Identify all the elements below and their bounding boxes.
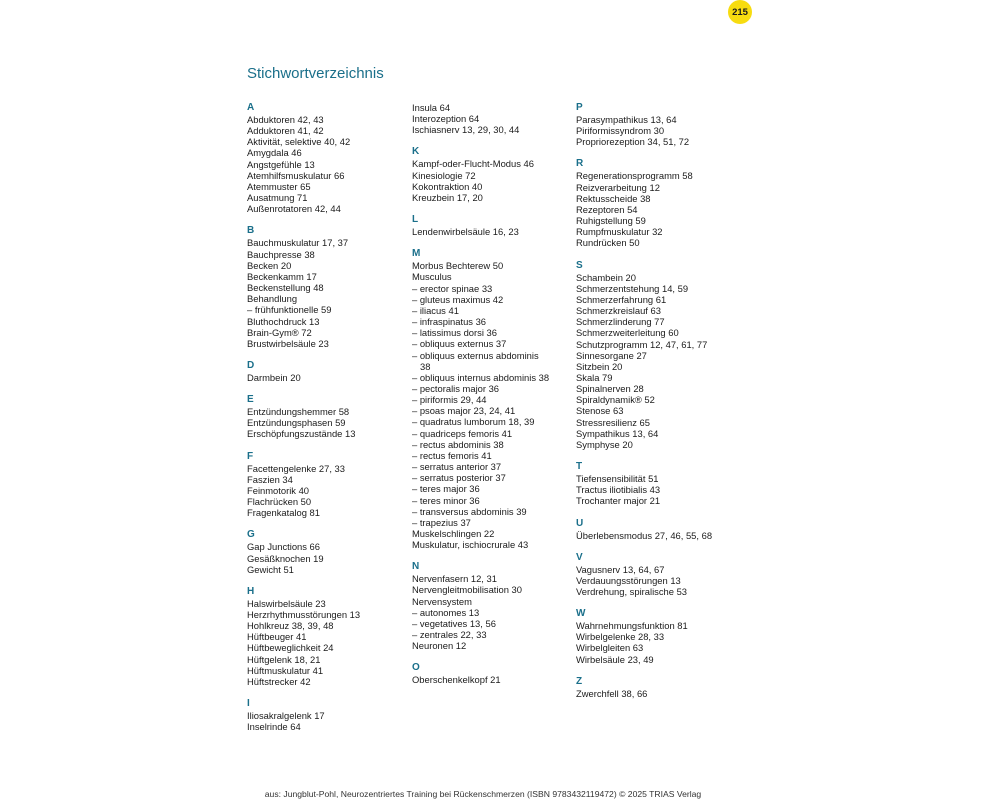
index-entry: Brustwirbelsäule 23 [247, 337, 329, 349]
index-entry: Gesäßknochen 19 [247, 552, 324, 564]
index-entry: 38 [420, 360, 431, 372]
section-letter: I [247, 698, 250, 710]
index-entry: Verdrehung, spiralische 53 [576, 586, 688, 597]
section-letter: E [247, 394, 254, 406]
index-entry: Hüftbeweglichkeit 24 [247, 642, 334, 654]
index-entry: Reizverarbeitung 12 [576, 181, 660, 193]
index-entry: Schmerzerfahrung 61 [576, 293, 667, 305]
index-entry: Insula 64 [412, 102, 451, 113]
index-entry: – teres major 36 [412, 483, 480, 495]
index-entry: Wirbelsäule 23, 49 [576, 653, 654, 665]
index-entry: Flachrücken 50 [247, 496, 312, 508]
index-entry: Wirbelgleiten 63 [576, 642, 644, 654]
index-entry: Ischiasnerv 13, 29, 30, 44 [412, 124, 520, 136]
index-entry: Muskulatur, ischiocrurale 43 [412, 539, 529, 551]
index-entry: Schutzprogramm 12, 47, 61, 77 [576, 338, 708, 350]
index-entry: Parasympathikus 13, 64 [576, 114, 677, 125]
index-entry: – piriformis 29, 44 [412, 394, 487, 406]
index-entry: Außenrotatoren 42, 44 [247, 203, 341, 215]
section-letter: N [412, 561, 420, 573]
index-entry: Adduktoren 41, 42 [247, 125, 324, 137]
index-entry: Kreuzbein 17, 20 [412, 191, 483, 203]
index-section [576, 102, 741, 147]
section-letter: U [576, 517, 584, 529]
index-entry: Überlebensmodus 27, 46, 55, 68 [576, 529, 713, 541]
index-entry: – transversus abdominis 39 [412, 505, 527, 517]
index-entry: – vegetatives 13, 56 [412, 617, 496, 629]
section-letter: Z [576, 675, 583, 687]
index-column-3 [576, 102, 741, 710]
index-entry: Stenose 63 [576, 405, 624, 417]
index-entry: Entzündungsphasen 59 [247, 417, 346, 429]
section-letter: G [247, 529, 255, 541]
index-entry: – quadratus lumborum 18, 39 [412, 416, 535, 428]
index-entry: Schmerzkreislauf 63 [576, 305, 661, 317]
index-entry: Atemhilfsmuskulatur 66 [247, 169, 345, 181]
index-entry: Symphyse 20 [576, 438, 633, 450]
index-entry: Ausatmung 71 [247, 192, 308, 204]
index-entry: – erector spinae 33 [412, 282, 493, 294]
index-entry: Propriorezeption 34, 51, 72 [576, 136, 690, 148]
index-entry: Vagusnerv 13, 64, 67 [576, 563, 665, 575]
section-letter: B [247, 225, 255, 237]
index-section [412, 214, 577, 237]
section-letter: R [576, 158, 584, 170]
index-entry: Atemmuster 65 [247, 180, 311, 192]
index-section [576, 676, 741, 699]
section-letter: L [412, 214, 419, 226]
section-letter: D [247, 359, 255, 371]
index-entry: Trochanter major 21 [576, 495, 661, 507]
index-entry: Oberschenkelkopf 21 [412, 674, 501, 686]
section-letter: V [576, 551, 583, 563]
index-section [412, 102, 577, 135]
index-entry: Schmerzlinderung 77 [576, 316, 665, 328]
index-entry: Aktivität, selektive 40, 42 [247, 136, 351, 148]
index-entry: – obliquus externus 37 [412, 338, 507, 350]
index-entry: Nervensystem [412, 595, 472, 607]
index-section [412, 662, 577, 685]
index-section [247, 529, 412, 574]
index-entry: Zwerchfell 38, 66 [576, 687, 648, 699]
index-entry: Bluthochdruck 13 [247, 315, 320, 327]
index-entry: Sitzbein 20 [576, 360, 623, 372]
section-letter: A [247, 102, 255, 113]
page-title: Stichwortverzeichnis [247, 65, 384, 82]
index-entry: Rezeptoren 54 [576, 203, 638, 215]
index-entry: – frühfunktionelle 59 [247, 304, 332, 316]
index-entry: – serratus posterior 37 [412, 472, 506, 484]
index-entry: Feinmotorik 40 [247, 484, 310, 496]
index-entry: Tiefensensibilität 51 [576, 473, 659, 485]
index-entry: Wahrnehmungsfunktion 81 [576, 620, 688, 632]
section-letter: M [412, 248, 421, 260]
index-entry: Abduktoren 42, 43 [247, 114, 324, 125]
index-entry: Lendenwirbelsäule 16, 23 [412, 226, 519, 238]
index-entry: Kinesiologie 72 [412, 169, 476, 181]
index-section [576, 552, 741, 597]
index-entry: Neuronen 12 [412, 640, 467, 652]
index-entry: Rektusscheide 38 [576, 192, 651, 204]
index-entry: – rectus femoris 41 [412, 449, 492, 461]
page-number-badge: 215 [728, 0, 752, 24]
index-entry: Nervengleitmobilisation 30 [412, 584, 522, 596]
index-column-2 [412, 102, 577, 697]
index-entry: Entzündungshemmer 58 [247, 406, 350, 418]
index-entry: Bauchmuskulatur 17, 37 [247, 237, 349, 249]
section-letter: W [576, 608, 586, 620]
index-entry: – iliacus 41 [412, 304, 459, 316]
index-entry: Beckenkamm 17 [247, 270, 317, 282]
index-entry: Angstgefühle 13 [247, 158, 315, 170]
index-entry: Hüftbeuger 41 [247, 631, 307, 643]
index-entry: Faszien 34 [247, 473, 293, 485]
section-letter: T [576, 461, 583, 473]
index-section [576, 461, 741, 506]
section-letter: F [247, 450, 254, 462]
index-section [412, 146, 577, 203]
index-entry: Hohlkreuz 38, 39, 48 [247, 620, 334, 632]
index-section [247, 451, 412, 519]
section-letter: K [412, 146, 420, 158]
index-entry: Verdauungsstörungen 13 [576, 574, 681, 586]
index-entry: Spinalnerven 28 [576, 383, 644, 395]
index-entry: Rundrücken 50 [576, 237, 640, 249]
index-entry: Darmbein 20 [247, 371, 301, 383]
index-entry: Schambein 20 [576, 271, 636, 283]
index-entry: Halswirbelsäule 23 [247, 597, 326, 609]
index-entry: Facettengelenke 27, 33 [247, 462, 345, 474]
index-entry: Brain-Gym® 72 [247, 326, 312, 338]
index-entry: Rumpfmuskulatur 32 [576, 226, 663, 238]
copyright-footer [0, 789, 1000, 799]
index-entry: Muskelschlingen 22 [412, 528, 495, 539]
index-entry: Kampf-oder-Flucht-Modus 46 [412, 158, 534, 170]
index-entry: Amygdala 46 [247, 147, 302, 159]
index-entry: Schmerzweiterleitung 60 [576, 327, 679, 339]
index-entry: – latissimus dorsi 36 [412, 327, 497, 339]
index-section [576, 158, 741, 248]
index-section [412, 248, 577, 550]
index-entry: – obliquus internus abdominis 38 [412, 371, 550, 383]
index-entry: Skala 79 [576, 371, 613, 383]
index-section [247, 360, 412, 383]
index-entry: – obliquus externus abdominis [412, 349, 539, 361]
index-entry: – infraspinatus 36 [412, 316, 487, 328]
index-entry: Inselrinde 64 [247, 721, 301, 733]
index-entry: – pectoralis major 36 [412, 382, 500, 394]
index-section [247, 394, 412, 439]
index-entry: – rectus abdominis 38 [412, 438, 504, 450]
index-entry: Gewicht 51 [247, 563, 294, 575]
index-entry: – gluteus maximus 42 [412, 293, 504, 305]
index-entry: Iliosakralgelenk 17 [247, 710, 325, 722]
index-entry: Herzrhythmusstörungen 13 [247, 609, 361, 620]
section-letter: P [576, 102, 583, 113]
index-section [576, 260, 741, 451]
index-entry: – psoas major 23, 24, 41 [412, 405, 516, 417]
index-entry: – serratus anterior 37 [412, 461, 502, 473]
index-entry: Wirbelgelenke 28, 33 [576, 631, 665, 643]
index-entry: – zentrales 22, 33 [412, 629, 487, 641]
index-entry: Gap Junctions 66 [247, 541, 320, 553]
section-letter: O [412, 662, 420, 674]
index-entry: – autonomes 13 [412, 606, 480, 618]
index-entry: – trapezius 37 [412, 516, 471, 528]
index-entry: Stressresilienz 65 [576, 416, 650, 428]
section-letter: S [576, 259, 583, 271]
index-entry: – quadriceps femoris 41 [412, 427, 513, 439]
index-entry: Erschöpfungszustände 13 [247, 428, 356, 440]
index-entry: Hüftstrecker 42 [247, 675, 311, 687]
index-entry: – teres minor 36 [412, 494, 480, 506]
index-entry: Kokontraktion 40 [412, 180, 483, 192]
index-entry: Interozeption 64 [412, 113, 480, 125]
index-entry: Beckenstellung 48 [247, 282, 324, 294]
index-entry: Behandlung [247, 293, 298, 305]
index-section [576, 518, 741, 541]
index-section [412, 561, 577, 651]
index-entry: Piriformissyndrom 30 [576, 125, 665, 137]
index-section [247, 698, 412, 732]
index-entry: Morbus Bechterew 50 [412, 260, 504, 272]
index-section [247, 102, 412, 214]
index-column-1 [247, 102, 412, 743]
index-entry: Spiraldynamik® 52 [576, 394, 655, 406]
index-entry: Hüftgelenk 18, 21 [247, 653, 321, 665]
index-entry: Ruhigstellung 59 [576, 215, 646, 227]
index-entry: Hüftmuskulatur 41 [247, 664, 324, 676]
index-entry: Sinnesorgane 27 [576, 349, 647, 361]
index-entry: Tractus iliotibialis 43 [576, 484, 661, 496]
index-entry: Sympathikus 13, 64 [576, 427, 659, 439]
index-entry: Becken 20 [247, 259, 292, 271]
index-entry: Nervenfasern 12, 31 [412, 573, 497, 585]
index-entry: Fragenkatalog 81 [247, 507, 320, 519]
footer-text: aus: Jungblut-Pohl, Neurozentriertes Training bei Rückenschmerzen (ISBN 9783432119472) © 2025 TRIAS Verlag [264, 789, 702, 799]
index-section [247, 586, 412, 687]
index-entry: Bauchpresse 38 [247, 248, 315, 260]
section-letter: H [247, 585, 255, 597]
index-section [247, 225, 412, 349]
index-section [576, 608, 741, 665]
index-entry: Musculus [412, 271, 452, 283]
index-entry: Schmerzentstehung 14, 59 [576, 282, 689, 294]
index-entry: Regenerationsprogramm 58 [576, 170, 693, 182]
